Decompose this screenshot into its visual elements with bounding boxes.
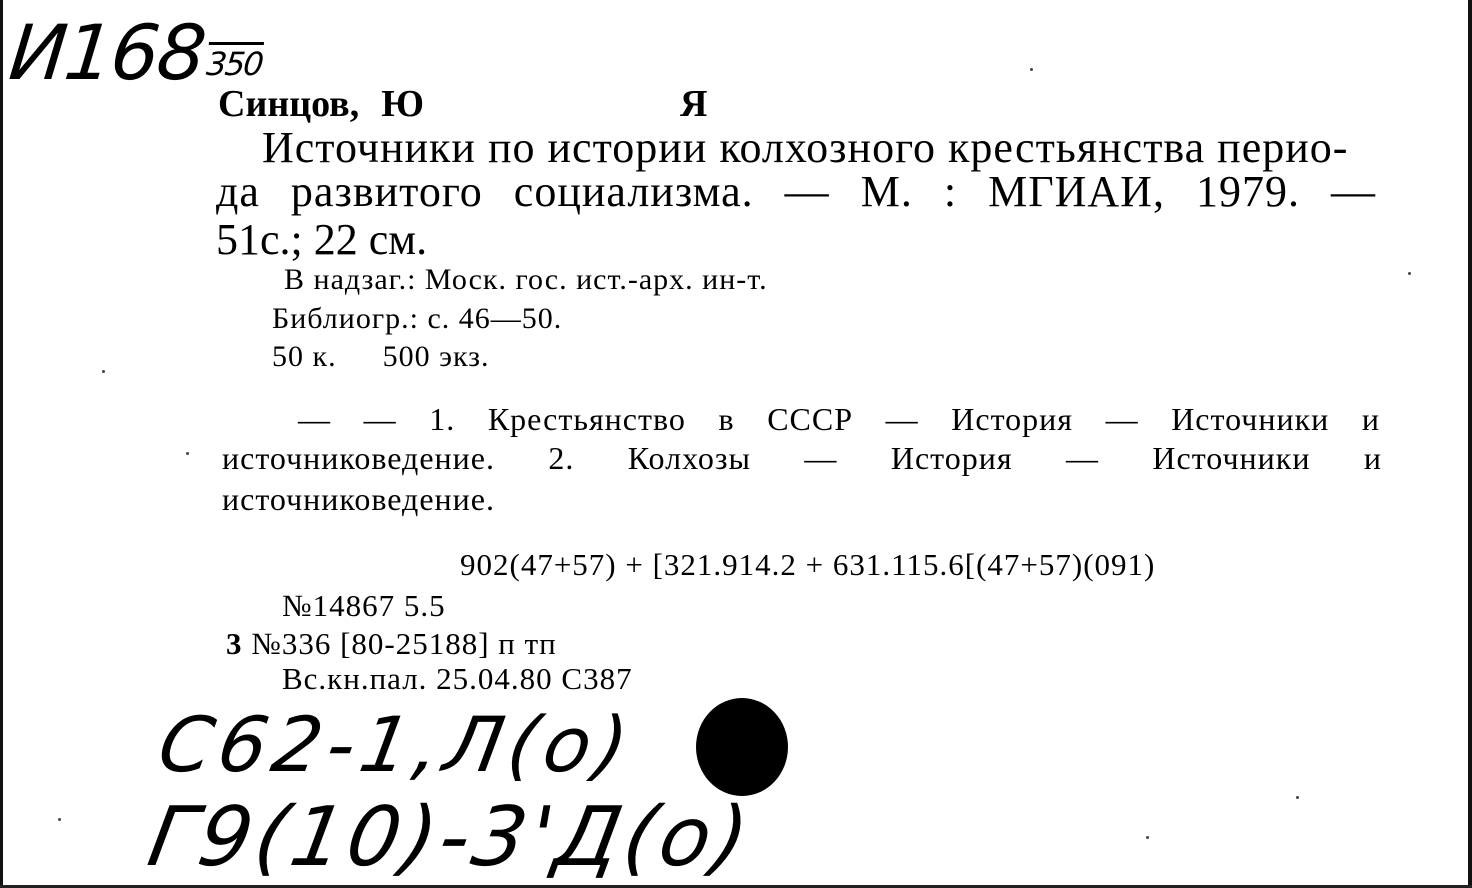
- handwritten-class-code-1: С62-1,Л(о): [152, 700, 641, 789]
- handwritten-shelf-code-sub: 350: [204, 45, 264, 83]
- note-header: В надзаг.: Моск. гос. ист.-арх. ин-т.: [284, 263, 768, 296]
- dust-speck: [1296, 796, 1299, 799]
- card-number: №14867 5.5: [282, 588, 446, 623]
- classification-index: 902(47+57) + [321.914.2 + 631.115.6[(47+57)(091): [460, 547, 1156, 582]
- copies: 500 экз.: [382, 340, 490, 373]
- author-surname: Синцов,: [218, 83, 360, 125]
- dust-speck: [58, 818, 61, 821]
- card-right-edge: [1468, 0, 1472, 888]
- price: 50 к.: [272, 340, 337, 373]
- subject-line-2: источниковедение. 2. Колхозы — История — Источники и: [222, 440, 1382, 476]
- order-number: №336 [80-25188] п тп: [251, 626, 557, 661]
- title-line-2: да развитого социализма. — М. : МГИАИ, 1979. —: [216, 167, 1376, 216]
- title-line-1: Источники по истории колхозного крестьянства перио-: [262, 123, 1349, 172]
- dust-speck: [1408, 272, 1411, 275]
- subject-line-3: источниковедение.: [222, 481, 495, 517]
- handwritten-class-code-2: Г9(10)-3'Д(о): [141, 790, 760, 885]
- price-and-copies: [272, 340, 489, 374]
- author-initial-1: Ю: [381, 83, 424, 125]
- author-initial-2: Я: [680, 83, 708, 125]
- title-line-3: 51с.; 22 см.: [216, 215, 428, 264]
- dust-speck: [186, 452, 189, 455]
- punch-hole: [696, 698, 788, 796]
- card-left-edge: [0, 0, 3, 888]
- dust-speck: [1146, 836, 1149, 839]
- dust-speck: [102, 370, 105, 373]
- subject-line-1: — — 1. Крестьянство в СССР — История — Источники и: [298, 401, 1380, 437]
- order-prefix: 3: [226, 626, 243, 661]
- note-bibliography: Библиогр.: с. 46—50.: [272, 302, 563, 335]
- handwritten-shelf-code: И168350: [5, 8, 264, 97]
- book-chamber-line: Вс.кн.пал. 25.04.80 С387: [282, 661, 633, 696]
- order-line: [226, 626, 557, 662]
- dust-speck: [1030, 68, 1033, 71]
- author-heading: [218, 82, 708, 126]
